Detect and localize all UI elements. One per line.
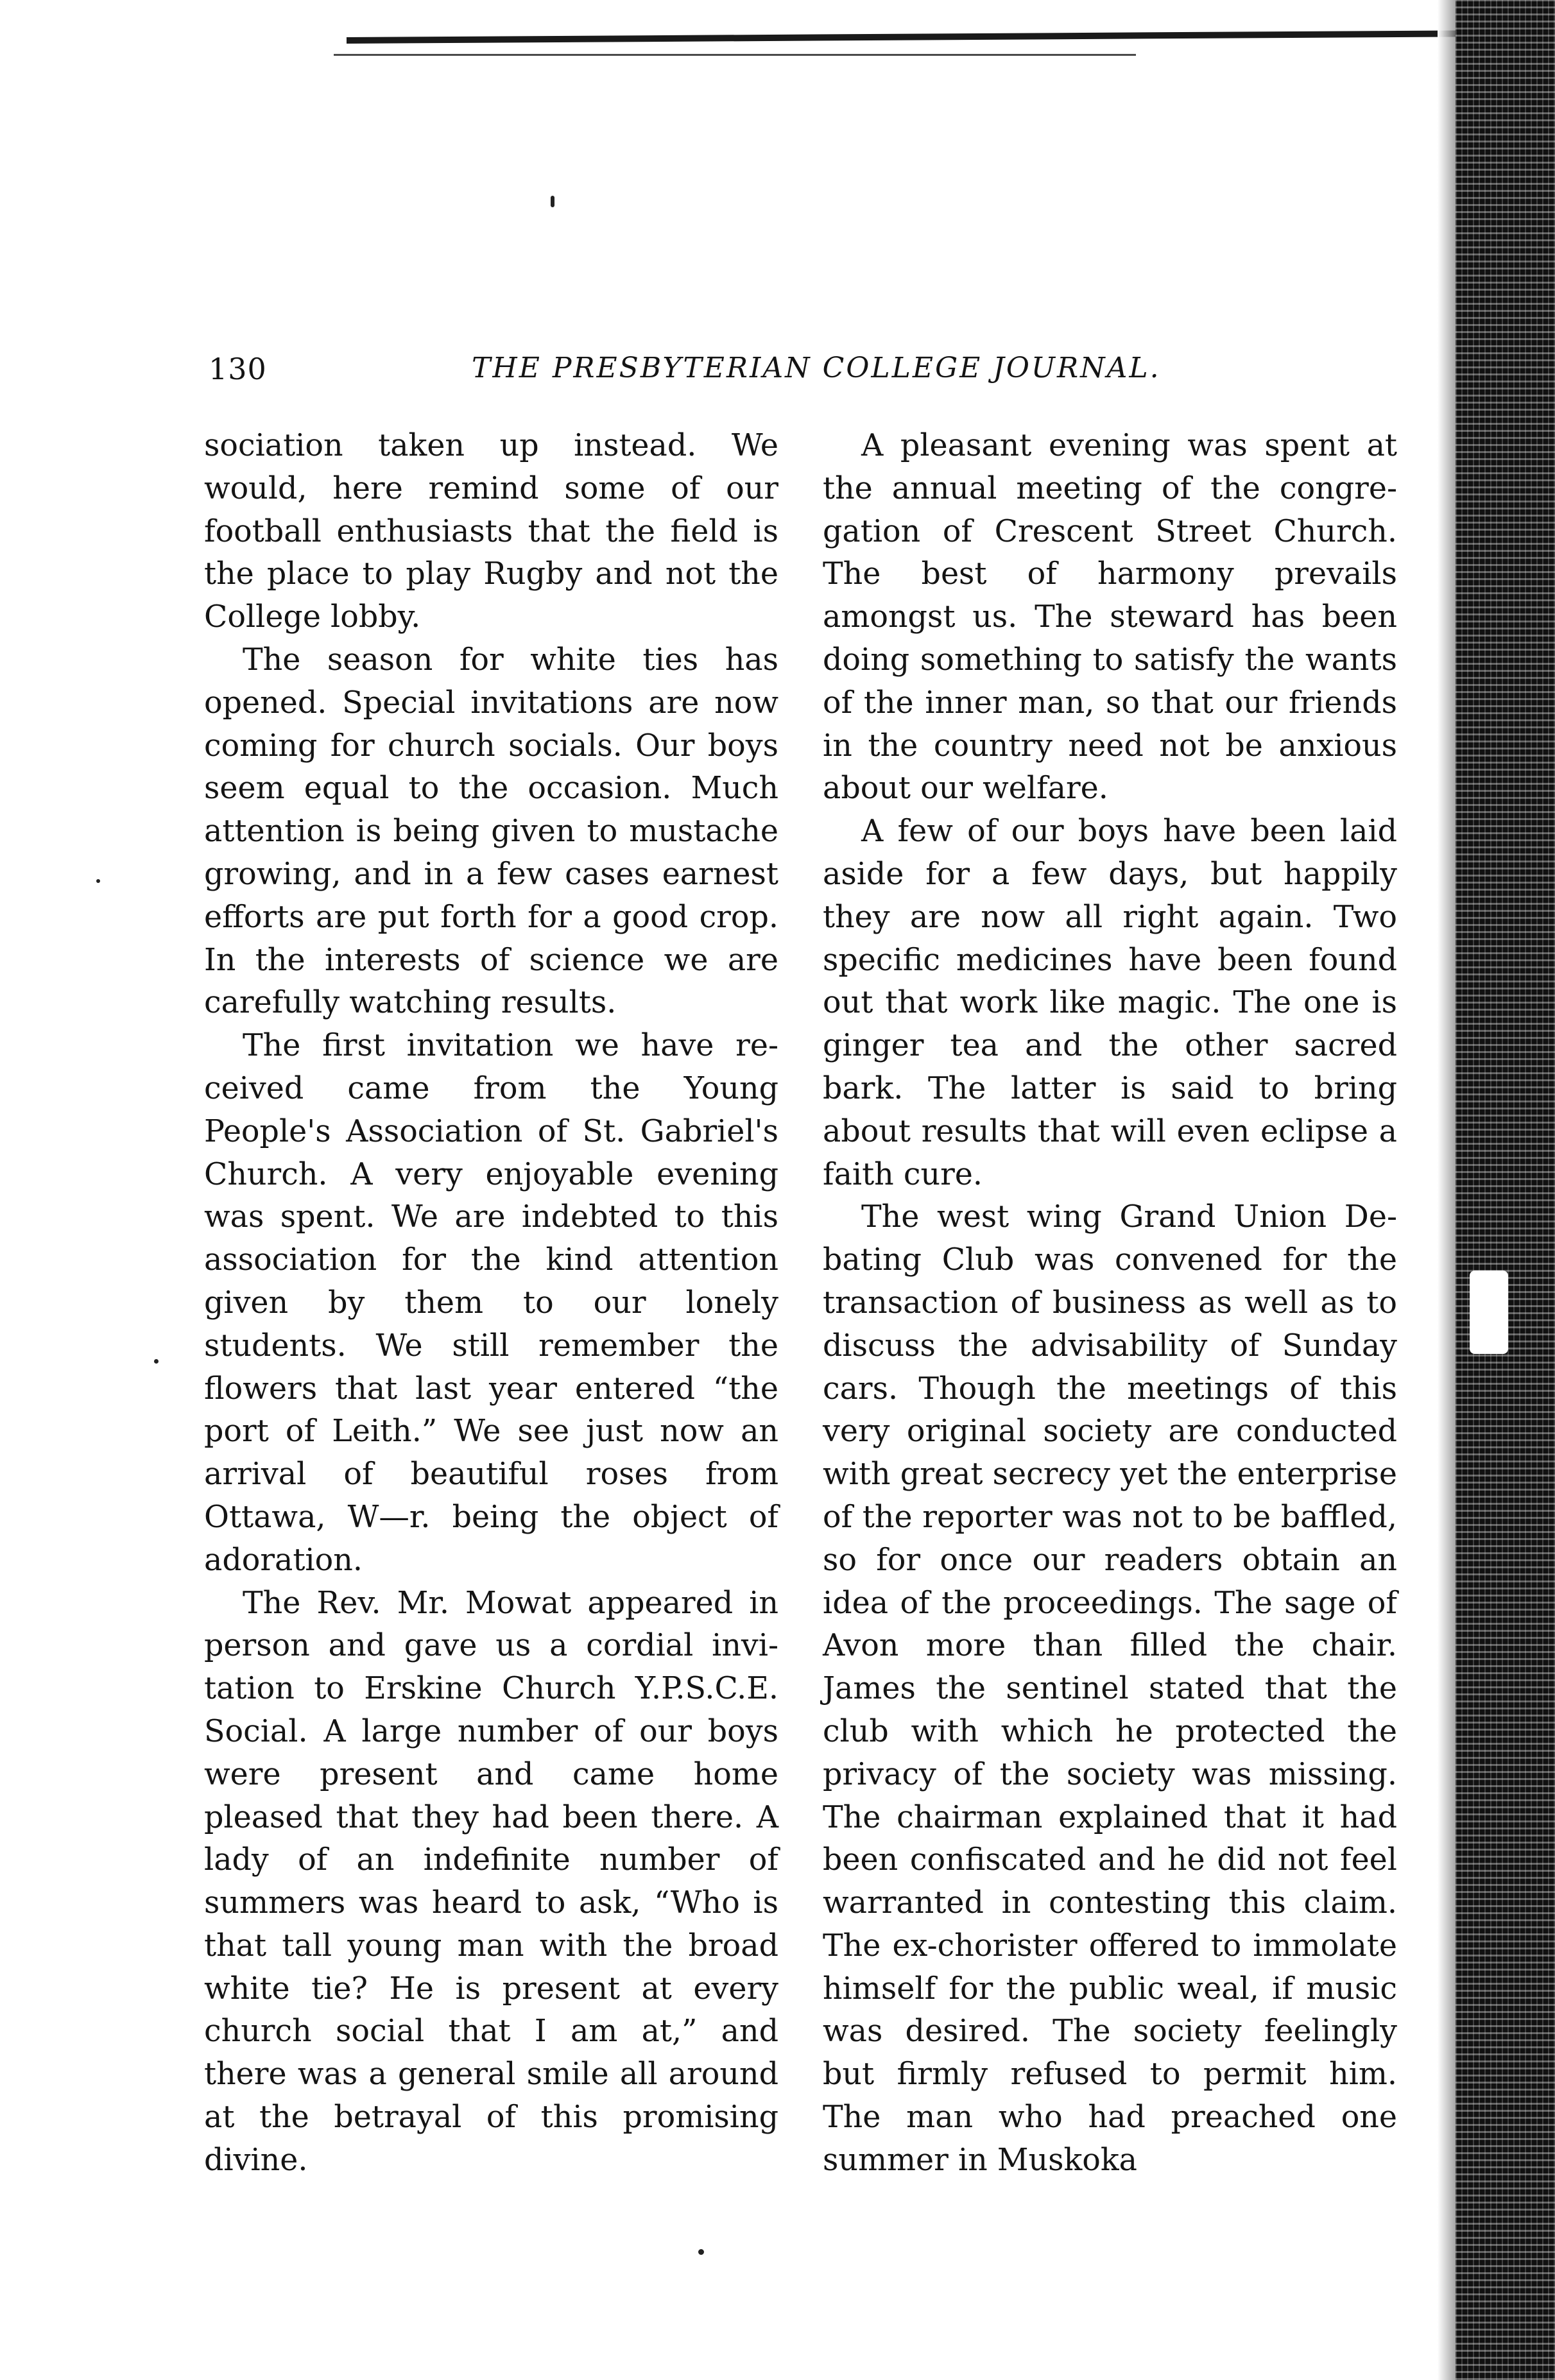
left-text-column xyxy=(204,425,778,2182)
ink-speck xyxy=(698,2249,704,2255)
page-number: 130 xyxy=(209,352,267,386)
ink-speck xyxy=(551,196,554,207)
binding-edge-gap xyxy=(1470,1271,1508,1354)
paragraph-white-ties: The season for white ties has opened. Special invitations are now coming for church socials. Our boys seem equal to the occasion. Much attention is being given to mustache growing, and in a few cases earnest efforts are put forth for a good crop. In the interests of science we are carefully watching results. xyxy=(204,642,778,1021)
right-text-column xyxy=(823,425,1397,2182)
paragraph-medicines: A few of our boys have been laid aside for a few days, but happily they are now all right again. Two specific medicines have been found out that work like magic. The one is ginger tea and the other sacred bark. The latter is said to bring about results that will even eclipse a faith cure. xyxy=(823,814,1397,1192)
paragraph-rev-mowat: The Rev. Mr. Mowat appeared in person and gave us a cordial invitation to Erskine Church Y.P.S.C.E. Social. A large number of our boys were present and came home pleased that they had been there. A lady of an indefinite number of summers was heard to ask, “Who is that tall young man with the broad white tie? He is present at every church social that I am at,” and there was a general smile all around at the betrayal of this promising divine. xyxy=(204,1585,778,2178)
running-title: THE PRESBYTERIAN COLLEGE JOURNAL. xyxy=(472,352,1161,384)
page-header xyxy=(209,352,1402,390)
paragraph-first-invitation: The first invitation we have received came from the Young People's Association of St. Gabriel's Church. A very enjoyable evening was spent. We are indebted to this association for the kind attention given by them to our lonely students. We still remember the flowers that last year entered “the port of Leith.” We see just now an arrival of beautiful roses from Ottawa, W—r. being the object of adoration. xyxy=(204,1028,778,1578)
ink-speck xyxy=(96,879,100,883)
paragraph-football-lobby: sociation taken up instead. We would, here remind some of our football enthusiasts that the field is the place to play Rugby and not the College lobby. xyxy=(204,428,778,635)
top-border-thin-rule xyxy=(334,54,1136,56)
paragraph-debating-club: The west wing Grand Union Debating Club was convened for the transaction of business as well as to discuss the advisability of Sunday cars. Though the meetings of this very original society are conducted with great secrecy yet the enterprise of the reporter was not to be baffled, so for once our readers obtain an idea of the proceedings. The sage of Avon more than filled the chair. James the sentinel stated that the club with which he protected the privacy of the society was missing. The chairman explained that it had been confiscated and he did not feel warranted in contesting this claim. The ex-chorister offered to immolate himself for the public weal, if music was desired. The society feelingly but firmly refused to permit him. The man who had preached one summer in Muskoka xyxy=(823,1199,1397,2178)
top-border-rule xyxy=(347,30,1463,44)
ink-speck xyxy=(154,1359,159,1364)
paragraph-crescent-street: A pleasant evening was spent at the annual meeting of the congregation of Crescent Street Church. The best of harmony prevails amongst us. The steward has been doing something to satisfy the wants of the inner man, so that our friends in the country need not be anxious about our welfare. xyxy=(823,428,1397,807)
scanned-binding-edge xyxy=(1456,0,1555,2380)
